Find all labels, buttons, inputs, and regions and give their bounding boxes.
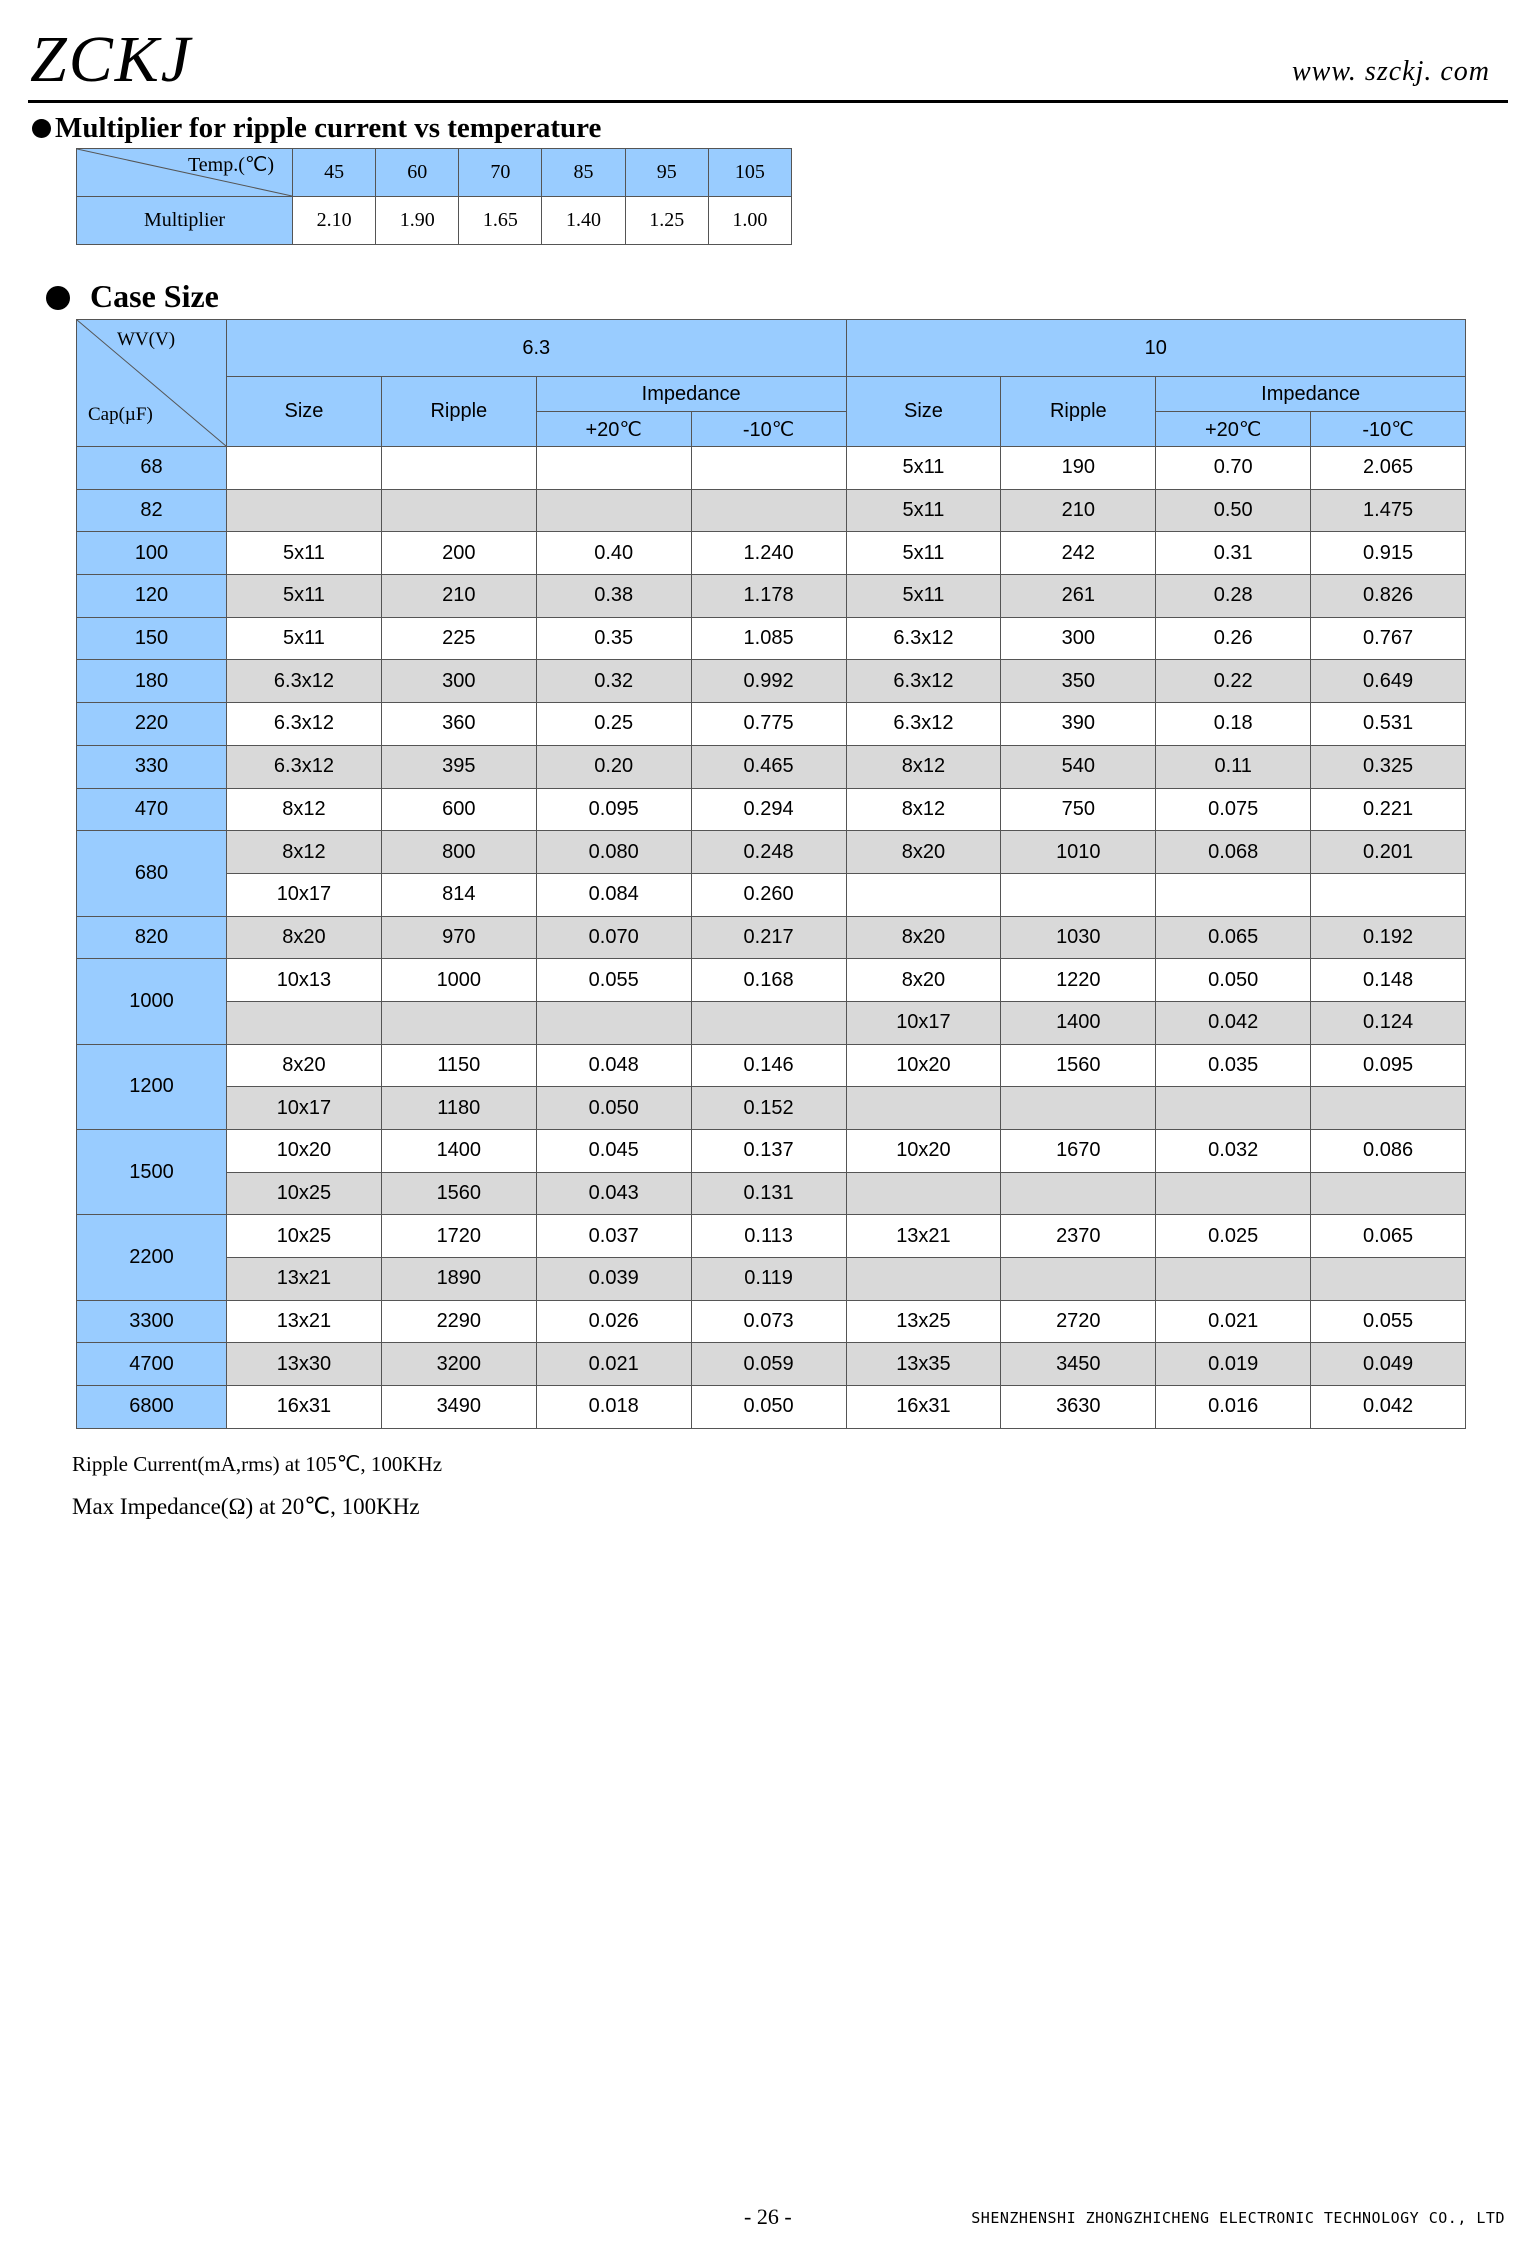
impedance-minus10-cell: 0.152 — [691, 1087, 846, 1130]
ripple-cell: 1000 — [381, 959, 536, 1002]
multiplier-value: 1.00 — [708, 197, 791, 245]
impedance-plus20-cell: 0.22 — [1156, 660, 1311, 703]
size-cell: 8x20 — [227, 1044, 382, 1087]
size-cell — [227, 489, 382, 532]
ripple-cell: 300 — [381, 660, 536, 703]
impedance-minus10-cell: 0.325 — [1311, 745, 1466, 788]
voltage-header: 10 — [846, 320, 1466, 377]
ripple-cell: 3490 — [381, 1386, 536, 1429]
ripple-cell: 1890 — [381, 1258, 536, 1301]
capacitance-cell: 1000 — [77, 959, 227, 1044]
size-cell: 8x12 — [227, 831, 382, 874]
impedance-plus20-cell: 0.70 — [1156, 447, 1311, 490]
impedance-minus10-cell: 2.065 — [1311, 447, 1466, 490]
size-cell: 13x25 — [846, 1300, 1001, 1343]
table-row — [77, 703, 1466, 746]
table-row — [77, 1343, 1466, 1386]
ripple-header: Ripple — [1001, 377, 1156, 447]
multiplier-value: 2.10 — [293, 197, 376, 245]
table-row — [77, 489, 1466, 532]
impedance-plus20-cell: 0.019 — [1156, 1343, 1311, 1386]
ripple-cell: 1150 — [381, 1044, 536, 1087]
bullet-icon — [46, 286, 70, 310]
ripple-cell: 1030 — [1001, 916, 1156, 959]
size-cell: 13x35 — [846, 1343, 1001, 1386]
size-cell: 8x20 — [846, 916, 1001, 959]
impedance-note: Max Impedance(Ω) at 20℃, 100KHz — [72, 1494, 420, 1519]
capacitance-cell: 330 — [77, 745, 227, 788]
table-row — [77, 1386, 1466, 1429]
impedance-minus10-cell — [1311, 1172, 1466, 1215]
size-cell: 13x21 — [227, 1258, 382, 1301]
table-row — [77, 1087, 1466, 1130]
impedance-minus10-cell: 0.992 — [691, 660, 846, 703]
impedance-plus20-cell: 0.11 — [1156, 745, 1311, 788]
impedance-minus10-cell: 1.475 — [1311, 489, 1466, 532]
temp-value: 70 — [459, 149, 542, 197]
impedance-plus20-cell: 0.026 — [536, 1300, 691, 1343]
ripple-cell: 225 — [381, 617, 536, 660]
capacitance-cell: 1200 — [77, 1044, 227, 1129]
impedance-plus20-cell: 0.050 — [1156, 959, 1311, 1002]
table-row — [77, 831, 1466, 874]
capacitance-cell: 220 — [77, 703, 227, 746]
size-header: Size — [227, 377, 382, 447]
size-cell: 6.3x12 — [846, 703, 1001, 746]
impedance-plus20-cell: 0.075 — [1156, 788, 1311, 831]
table-row — [77, 1044, 1466, 1087]
size-cell: 13x30 — [227, 1343, 382, 1386]
impedance-minus10-cell: 0.049 — [1311, 1343, 1466, 1386]
impedance-minus10-cell: 0.168 — [691, 959, 846, 1002]
impedance-minus10-cell: 0.767 — [1311, 617, 1466, 660]
ripple-cell: 300 — [1001, 617, 1156, 660]
impedance-plus20-cell: 0.032 — [1156, 1130, 1311, 1173]
impedance-plus20-cell: 0.20 — [536, 745, 691, 788]
table-row — [77, 1258, 1466, 1301]
ripple-cell — [1001, 1087, 1156, 1130]
capacitance-cell: 6800 — [77, 1386, 227, 1429]
size-cell: 8x20 — [846, 959, 1001, 1002]
impedance-plus20-cell: 0.035 — [1156, 1044, 1311, 1087]
table-row — [77, 1300, 1466, 1343]
impedance-minus10-cell: 0.260 — [691, 873, 846, 916]
size-header: Size — [846, 377, 1001, 447]
capacitance-cell: 82 — [77, 489, 227, 532]
impedance-minus10-cell: 0.221 — [1311, 788, 1466, 831]
company-logo: ZCKJ — [30, 23, 193, 96]
company-footer: SHENZHENSHI ZHONGZHICHENG ELECTRONIC TECHNOLOGY CO., LTD — [971, 2209, 1505, 2227]
ripple-cell: 800 — [381, 831, 536, 874]
impedance-minus10-cell: 0.131 — [691, 1172, 846, 1215]
case-size-table — [76, 319, 1466, 1429]
impedance-minus10-cell: 1.085 — [691, 617, 846, 660]
impedance-minus10-cell: 0.137 — [691, 1130, 846, 1173]
size-cell: 5x11 — [846, 532, 1001, 575]
size-cell: 6.3x12 — [227, 745, 382, 788]
impedance-minus10-cell: 0.192 — [1311, 916, 1466, 959]
impedance-header: Impedance — [536, 377, 846, 412]
impedance-minus10-cell: 0.294 — [691, 788, 846, 831]
size-cell: 8x20 — [227, 916, 382, 959]
impedance-minus10-cell: 0.201 — [1311, 831, 1466, 874]
impedance-minus10-cell: 0.826 — [1311, 575, 1466, 618]
size-cell: 5x11 — [227, 532, 382, 575]
impedance-plus20-cell: 0.50 — [1156, 489, 1311, 532]
ripple-note: Ripple Current(mA,rms) at 105℃, 100KHz — [72, 1452, 443, 1476]
ripple-cell: 2290 — [381, 1300, 536, 1343]
size-cell: 5x11 — [227, 617, 382, 660]
ripple-cell — [1001, 1258, 1156, 1301]
ripple-cell: 600 — [381, 788, 536, 831]
table-row — [77, 617, 1466, 660]
ripple-cell: 210 — [381, 575, 536, 618]
ripple-cell — [1001, 1172, 1156, 1215]
multiplier-value-row — [77, 197, 792, 245]
impedance-minus10-cell: 0.649 — [1311, 660, 1466, 703]
ripple-cell: 390 — [1001, 703, 1156, 746]
capacitance-cell: 1500 — [77, 1130, 227, 1215]
size-cell — [846, 1258, 1001, 1301]
capacitance-cell: 2200 — [77, 1215, 227, 1300]
impedance-plus20-cell: 0.18 — [1156, 703, 1311, 746]
impedance-minus10-cell: 0.146 — [691, 1044, 846, 1087]
ripple-cell: 540 — [1001, 745, 1156, 788]
plus20-header: +20℃ — [536, 412, 691, 447]
impedance-plus20-cell: 0.045 — [536, 1130, 691, 1173]
ripple-cell: 1220 — [1001, 959, 1156, 1002]
temp-value: 60 — [376, 149, 459, 197]
ripple-cell: 360 — [381, 703, 536, 746]
size-cell: 8x12 — [846, 788, 1001, 831]
impedance-minus10-cell — [1311, 1087, 1466, 1130]
ripple-cell: 1560 — [1001, 1044, 1156, 1087]
capacitance-cell: 4700 — [77, 1343, 227, 1386]
impedance-minus10-cell: 0.073 — [691, 1300, 846, 1343]
plus20-header: +20℃ — [1156, 412, 1311, 447]
website-url: www. szckj. com — [1291, 56, 1490, 87]
ripple-cell: 2720 — [1001, 1300, 1156, 1343]
impedance-minus10-cell: 0.465 — [691, 745, 846, 788]
multiplier-value: 1.40 — [542, 197, 625, 245]
ripple-cell: 242 — [1001, 532, 1156, 575]
size-cell: 8x12 — [846, 745, 1001, 788]
ripple-cell: 3630 — [1001, 1386, 1156, 1429]
temp-value: 45 — [293, 149, 376, 197]
size-cell: 10x17 — [846, 1001, 1001, 1044]
impedance-plus20-cell: 0.080 — [536, 831, 691, 874]
size-cell: 16x31 — [846, 1386, 1001, 1429]
minus10-header: -10℃ — [1311, 412, 1466, 447]
impedance-minus10-cell: 0.086 — [1311, 1130, 1466, 1173]
ripple-cell: 970 — [381, 916, 536, 959]
impedance-minus10-cell: 0.148 — [1311, 959, 1466, 1002]
table-row — [77, 532, 1466, 575]
impedance-plus20-cell — [1156, 1258, 1311, 1301]
table-row — [77, 873, 1466, 916]
size-cell: 6.3x12 — [846, 617, 1001, 660]
impedance-plus20-cell: 0.25 — [536, 703, 691, 746]
impedance-minus10-cell — [691, 1001, 846, 1044]
voltage-header-row — [77, 320, 1466, 377]
impedance-plus20-cell: 0.018 — [536, 1386, 691, 1429]
ripple-cell: 3450 — [1001, 1343, 1156, 1386]
ripple-cell: 1400 — [381, 1130, 536, 1173]
size-cell — [846, 873, 1001, 916]
ripple-cell: 1720 — [381, 1215, 536, 1258]
capacitance-cell: 3300 — [77, 1300, 227, 1343]
header-divider — [28, 100, 1508, 103]
wv-cap-header-cell — [77, 320, 227, 447]
impedance-plus20-cell — [536, 447, 691, 490]
impedance-minus10-cell — [1311, 873, 1466, 916]
table-row — [77, 745, 1466, 788]
impedance-plus20-cell — [536, 489, 691, 532]
impedance-plus20-cell: 0.043 — [536, 1172, 691, 1215]
impedance-minus10-cell: 0.248 — [691, 831, 846, 874]
size-cell: 10x13 — [227, 959, 382, 1002]
temp-value: 85 — [542, 149, 625, 197]
ripple-cell: 190 — [1001, 447, 1156, 490]
capacitance-cell: 150 — [77, 617, 227, 660]
impedance-minus10-cell: 0.055 — [1311, 1300, 1466, 1343]
size-cell: 5x11 — [846, 489, 1001, 532]
capacitance-cell: 100 — [77, 532, 227, 575]
impedance-plus20-cell: 0.025 — [1156, 1215, 1311, 1258]
impedance-minus10-cell: 1.240 — [691, 532, 846, 575]
impedance-plus20-cell: 0.055 — [536, 959, 691, 1002]
size-cell: 16x31 — [227, 1386, 382, 1429]
temp-value: 105 — [708, 149, 791, 197]
impedance-header: Impedance — [1156, 377, 1466, 412]
size-cell: 5x11 — [227, 575, 382, 618]
impedance-minus10-cell: 0.775 — [691, 703, 846, 746]
multiplier-section-title — [32, 112, 601, 145]
impedance-plus20-cell: 0.095 — [536, 788, 691, 831]
capacitance-cell: 470 — [77, 788, 227, 831]
impedance-minus10-cell — [1311, 1258, 1466, 1301]
ripple-cell: 3200 — [381, 1343, 536, 1386]
size-cell: 5x11 — [846, 447, 1001, 490]
size-cell — [846, 1087, 1001, 1130]
minus10-header: -10℃ — [691, 412, 846, 447]
bullet-icon — [32, 119, 51, 138]
impedance-plus20-cell: 0.016 — [1156, 1386, 1311, 1429]
column-header-row — [77, 377, 1466, 412]
multiplier-temp-row — [77, 149, 792, 197]
impedance-minus10-cell — [691, 489, 846, 532]
ripple-cell: 1560 — [381, 1172, 536, 1215]
capacitance-cell: 68 — [77, 447, 227, 490]
table-row — [77, 788, 1466, 831]
case-size-section-title — [46, 278, 219, 315]
size-cell: 10x17 — [227, 873, 382, 916]
capacitance-cell: 820 — [77, 916, 227, 959]
capacitance-cell: 680 — [77, 831, 227, 916]
impedance-minus10-cell: 0.059 — [691, 1343, 846, 1386]
impedance-plus20-cell — [1156, 873, 1311, 916]
size-cell — [227, 447, 382, 490]
size-cell — [846, 1172, 1001, 1215]
size-cell — [227, 1001, 382, 1044]
impedance-minus10-cell: 0.065 — [1311, 1215, 1466, 1258]
table-row — [77, 959, 1466, 1002]
size-cell: 8x12 — [227, 788, 382, 831]
impedance-plus20-cell: 0.070 — [536, 916, 691, 959]
size-cell: 13x21 — [846, 1215, 1001, 1258]
impedance-plus20-cell: 0.35 — [536, 617, 691, 660]
case-size-body — [77, 447, 1466, 1429]
impedance-plus20-cell: 0.048 — [536, 1044, 691, 1087]
wv-label: WV(V) — [117, 329, 176, 350]
impedance-plus20-cell: 0.042 — [1156, 1001, 1311, 1044]
impedance-plus20-cell: 0.021 — [536, 1343, 691, 1386]
capacitance-cell: 180 — [77, 660, 227, 703]
ripple-cell: 1010 — [1001, 831, 1156, 874]
ripple-cell: 395 — [381, 745, 536, 788]
ripple-cell — [381, 447, 536, 490]
impedance-minus10-cell: 0.050 — [691, 1386, 846, 1429]
voltage-header: 6.3 — [227, 320, 847, 377]
size-cell: 6.3x12 — [846, 660, 1001, 703]
impedance-minus10-cell — [691, 447, 846, 490]
impedance-minus10-cell: 0.119 — [691, 1258, 846, 1301]
multiplier-value: 1.65 — [459, 197, 542, 245]
multiplier-label: Multiplier — [77, 197, 293, 245]
size-cell: 6.3x12 — [227, 703, 382, 746]
table-row — [77, 575, 1466, 618]
multiplier-value: 1.25 — [625, 197, 708, 245]
impedance-minus10-cell: 0.531 — [1311, 703, 1466, 746]
case-size-title-text: Case Size — [90, 278, 219, 314]
table-row — [77, 1172, 1466, 1215]
impedance-plus20-cell — [536, 1001, 691, 1044]
size-cell: 10x20 — [846, 1130, 1001, 1173]
ripple-cell: 2370 — [1001, 1215, 1156, 1258]
impedance-plus20-cell: 0.065 — [1156, 916, 1311, 959]
ripple-header: Ripple — [381, 377, 536, 447]
temp-header-cell — [77, 149, 293, 197]
table-row — [77, 660, 1466, 703]
page-number: - 26 - — [744, 2204, 792, 2229]
size-cell: 10x17 — [227, 1087, 382, 1130]
ripple-cell: 210 — [1001, 489, 1156, 532]
ripple-cell — [381, 489, 536, 532]
size-cell: 8x20 — [846, 831, 1001, 874]
impedance-plus20-cell: 0.021 — [1156, 1300, 1311, 1343]
size-cell: 5x11 — [846, 575, 1001, 618]
size-cell: 6.3x12 — [227, 660, 382, 703]
ripple-cell: 1670 — [1001, 1130, 1156, 1173]
table-row — [77, 1130, 1466, 1173]
impedance-plus20-cell: 0.26 — [1156, 617, 1311, 660]
ripple-cell — [381, 1001, 536, 1044]
impedance-minus10-cell: 0.042 — [1311, 1386, 1466, 1429]
impedance-plus20-cell: 0.068 — [1156, 831, 1311, 874]
multiplier-value: 1.90 — [376, 197, 459, 245]
size-cell: 10x25 — [227, 1215, 382, 1258]
impedance-minus10-cell: 0.124 — [1311, 1001, 1466, 1044]
impedance-minus10-cell: 0.915 — [1311, 532, 1466, 575]
ripple-cell: 750 — [1001, 788, 1156, 831]
table-row — [77, 1001, 1466, 1044]
table-row — [77, 447, 1466, 490]
size-cell: 13x21 — [227, 1300, 382, 1343]
impedance-plus20-cell: 0.40 — [536, 532, 691, 575]
table-row — [77, 1215, 1466, 1258]
table-row — [77, 916, 1466, 959]
ripple-cell: 1180 — [381, 1087, 536, 1130]
capacitance-cell: 120 — [77, 575, 227, 618]
impedance-plus20-cell: 0.38 — [536, 575, 691, 618]
ripple-cell — [1001, 873, 1156, 916]
cap-label: Cap(µF) — [88, 404, 153, 425]
size-cell: 10x20 — [227, 1130, 382, 1173]
size-cell: 10x25 — [227, 1172, 382, 1215]
multiplier-table — [76, 148, 792, 245]
impedance-plus20-cell: 0.050 — [536, 1087, 691, 1130]
temp-value: 95 — [625, 149, 708, 197]
impedance-plus20-cell — [1156, 1172, 1311, 1215]
ripple-cell: 1400 — [1001, 1001, 1156, 1044]
impedance-minus10-cell: 0.217 — [691, 916, 846, 959]
multiplier-title-text: Multiplier for ripple current vs temperature — [55, 112, 602, 144]
impedance-plus20-cell — [1156, 1087, 1311, 1130]
ripple-cell: 814 — [381, 873, 536, 916]
impedance-plus20-cell: 0.28 — [1156, 575, 1311, 618]
ripple-cell: 350 — [1001, 660, 1156, 703]
impedance-plus20-cell: 0.084 — [536, 873, 691, 916]
impedance-plus20-cell: 0.039 — [536, 1258, 691, 1301]
impedance-plus20-cell: 0.037 — [536, 1215, 691, 1258]
impedance-minus10-cell: 1.178 — [691, 575, 846, 618]
temp-label: Temp.(℃) — [187, 154, 274, 176]
ripple-cell: 261 — [1001, 575, 1156, 618]
impedance-minus10-cell: 0.095 — [1311, 1044, 1466, 1087]
size-cell: 10x20 — [846, 1044, 1001, 1087]
ripple-cell: 200 — [381, 532, 536, 575]
impedance-plus20-cell: 0.32 — [536, 660, 691, 703]
impedance-minus10-cell: 0.113 — [691, 1215, 846, 1258]
impedance-plus20-cell: 0.31 — [1156, 532, 1311, 575]
